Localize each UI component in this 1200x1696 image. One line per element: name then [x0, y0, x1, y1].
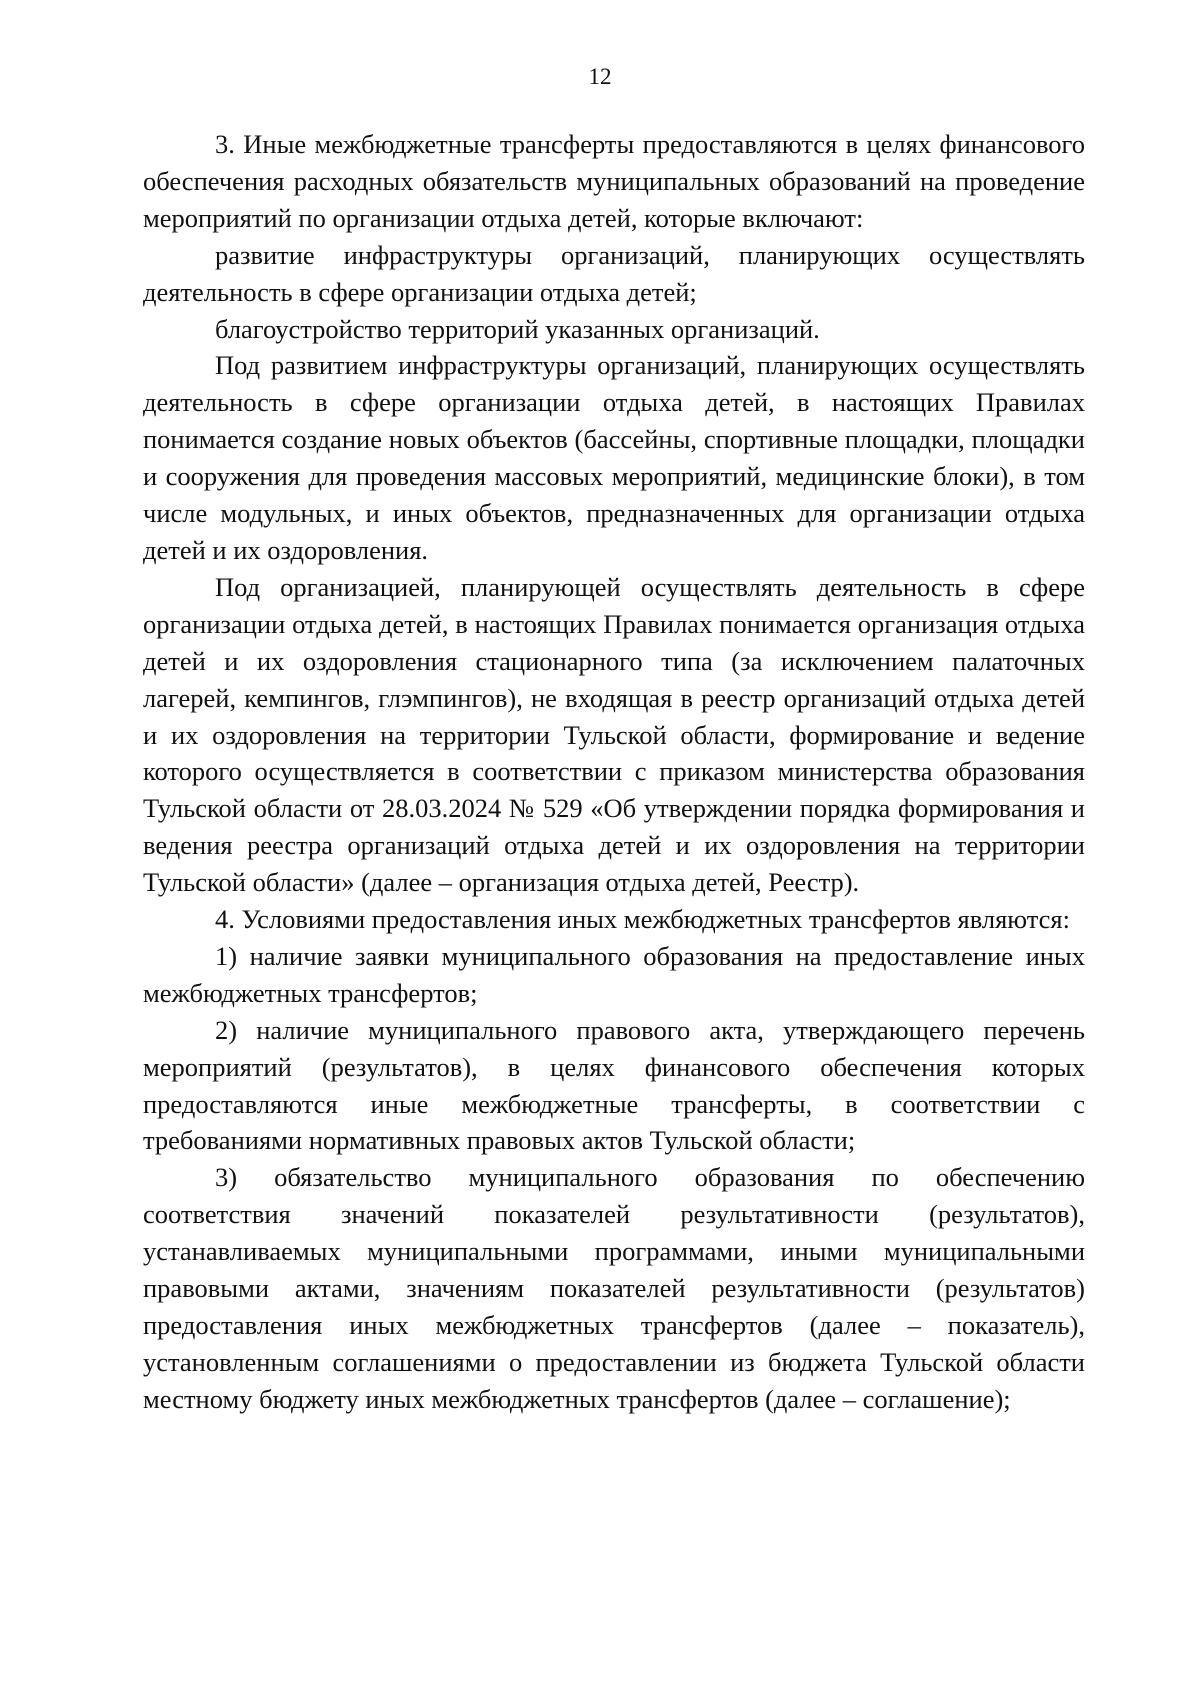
paragraph-clause-4: 4. Условиями предоставления иных межбюджетных трансфертов являются:: [215, 904, 1070, 935]
paragraph-condition-3: 3) обязательство муниципального образования по обеспечению соответствия значений показателей результативности (результатов), устанавливаемых муниципальными программами, иными муниципальными правовыми актами, значениям показателей результативности (результатов) предоставления иных межбюджетных трансфертов (далее – показатель), установленным соглашениями о предоставлении из бюджета Тульской области местному бюджету иных межбюджетных трансфертов (далее – соглашение);: [143, 1162, 1085, 1414]
paragraph-infrastructure-definition: Под развитием инфраструктуры организаций, планирующих осуществлять деятельность в сфере организации отдыха детей, в настоящих Правилах понимается создание новых объектов (бассейны, спортивные площадки, площадки и сооружения для проведения массовых мероприятий, медицинские блоки), в том числе модульных, и иных объектов, предназначенных для организации отдыха детей и их оздоровления.: [143, 350, 1085, 565]
paragraph-clause-3: 3. Иные межбюджетные трансферты предоставляются в целях финансового обеспечения расходных обязательств муниципальных образований на проведение мероприятий по организации отдыха детей, которые включают:: [143, 129, 1085, 233]
document-body: [143, 126, 1085, 1418]
paragraph-condition-1: 1) наличие заявки муниципального образования на предоставление иных межбюджетных трансфертов;: [143, 940, 1085, 1008]
paragraph-condition-2: 2) наличие муниципального правового акта, утверждающего перечень мероприятий (результатов), в целях финансового обеспечения которых предоставляются иные межбюджетные трансферты, в соответствии с требованиями нормативных правовых актов Тульской области;: [143, 1014, 1085, 1156]
paragraph-organization-definition: Под организацией, планирующей осуществлять деятельность в сфере организации отдыха детей, в настоящих Правилах понимается организация отдыха детей и их оздоровления стационарного типа (за исключением палаточных лагерей, кемпингов, глэмпингов), не входящая в реестр организаций отдыха детей и их оздоровления на территории Тульской области, формирование и ведение которого осуществляется в соответствии с приказом министерства образования Тульской области от 28.03.2024 № 529 «Об утверждении порядка формирования и ведения реестра организаций отдыха детей и их оздоровления на территории Тульской области» (далее – организация отдыха детей, Реестр).: [143, 571, 1085, 898]
paragraph-infrastructure-development: развитие инфраструктуры организаций, планирующих осуществлять деятельность в сфере организации отдыха детей;: [143, 239, 1085, 307]
paragraph-territory-improvement: благоустройство территорий указанных организаций.: [215, 313, 820, 344]
page-number: 12: [588, 64, 612, 89]
